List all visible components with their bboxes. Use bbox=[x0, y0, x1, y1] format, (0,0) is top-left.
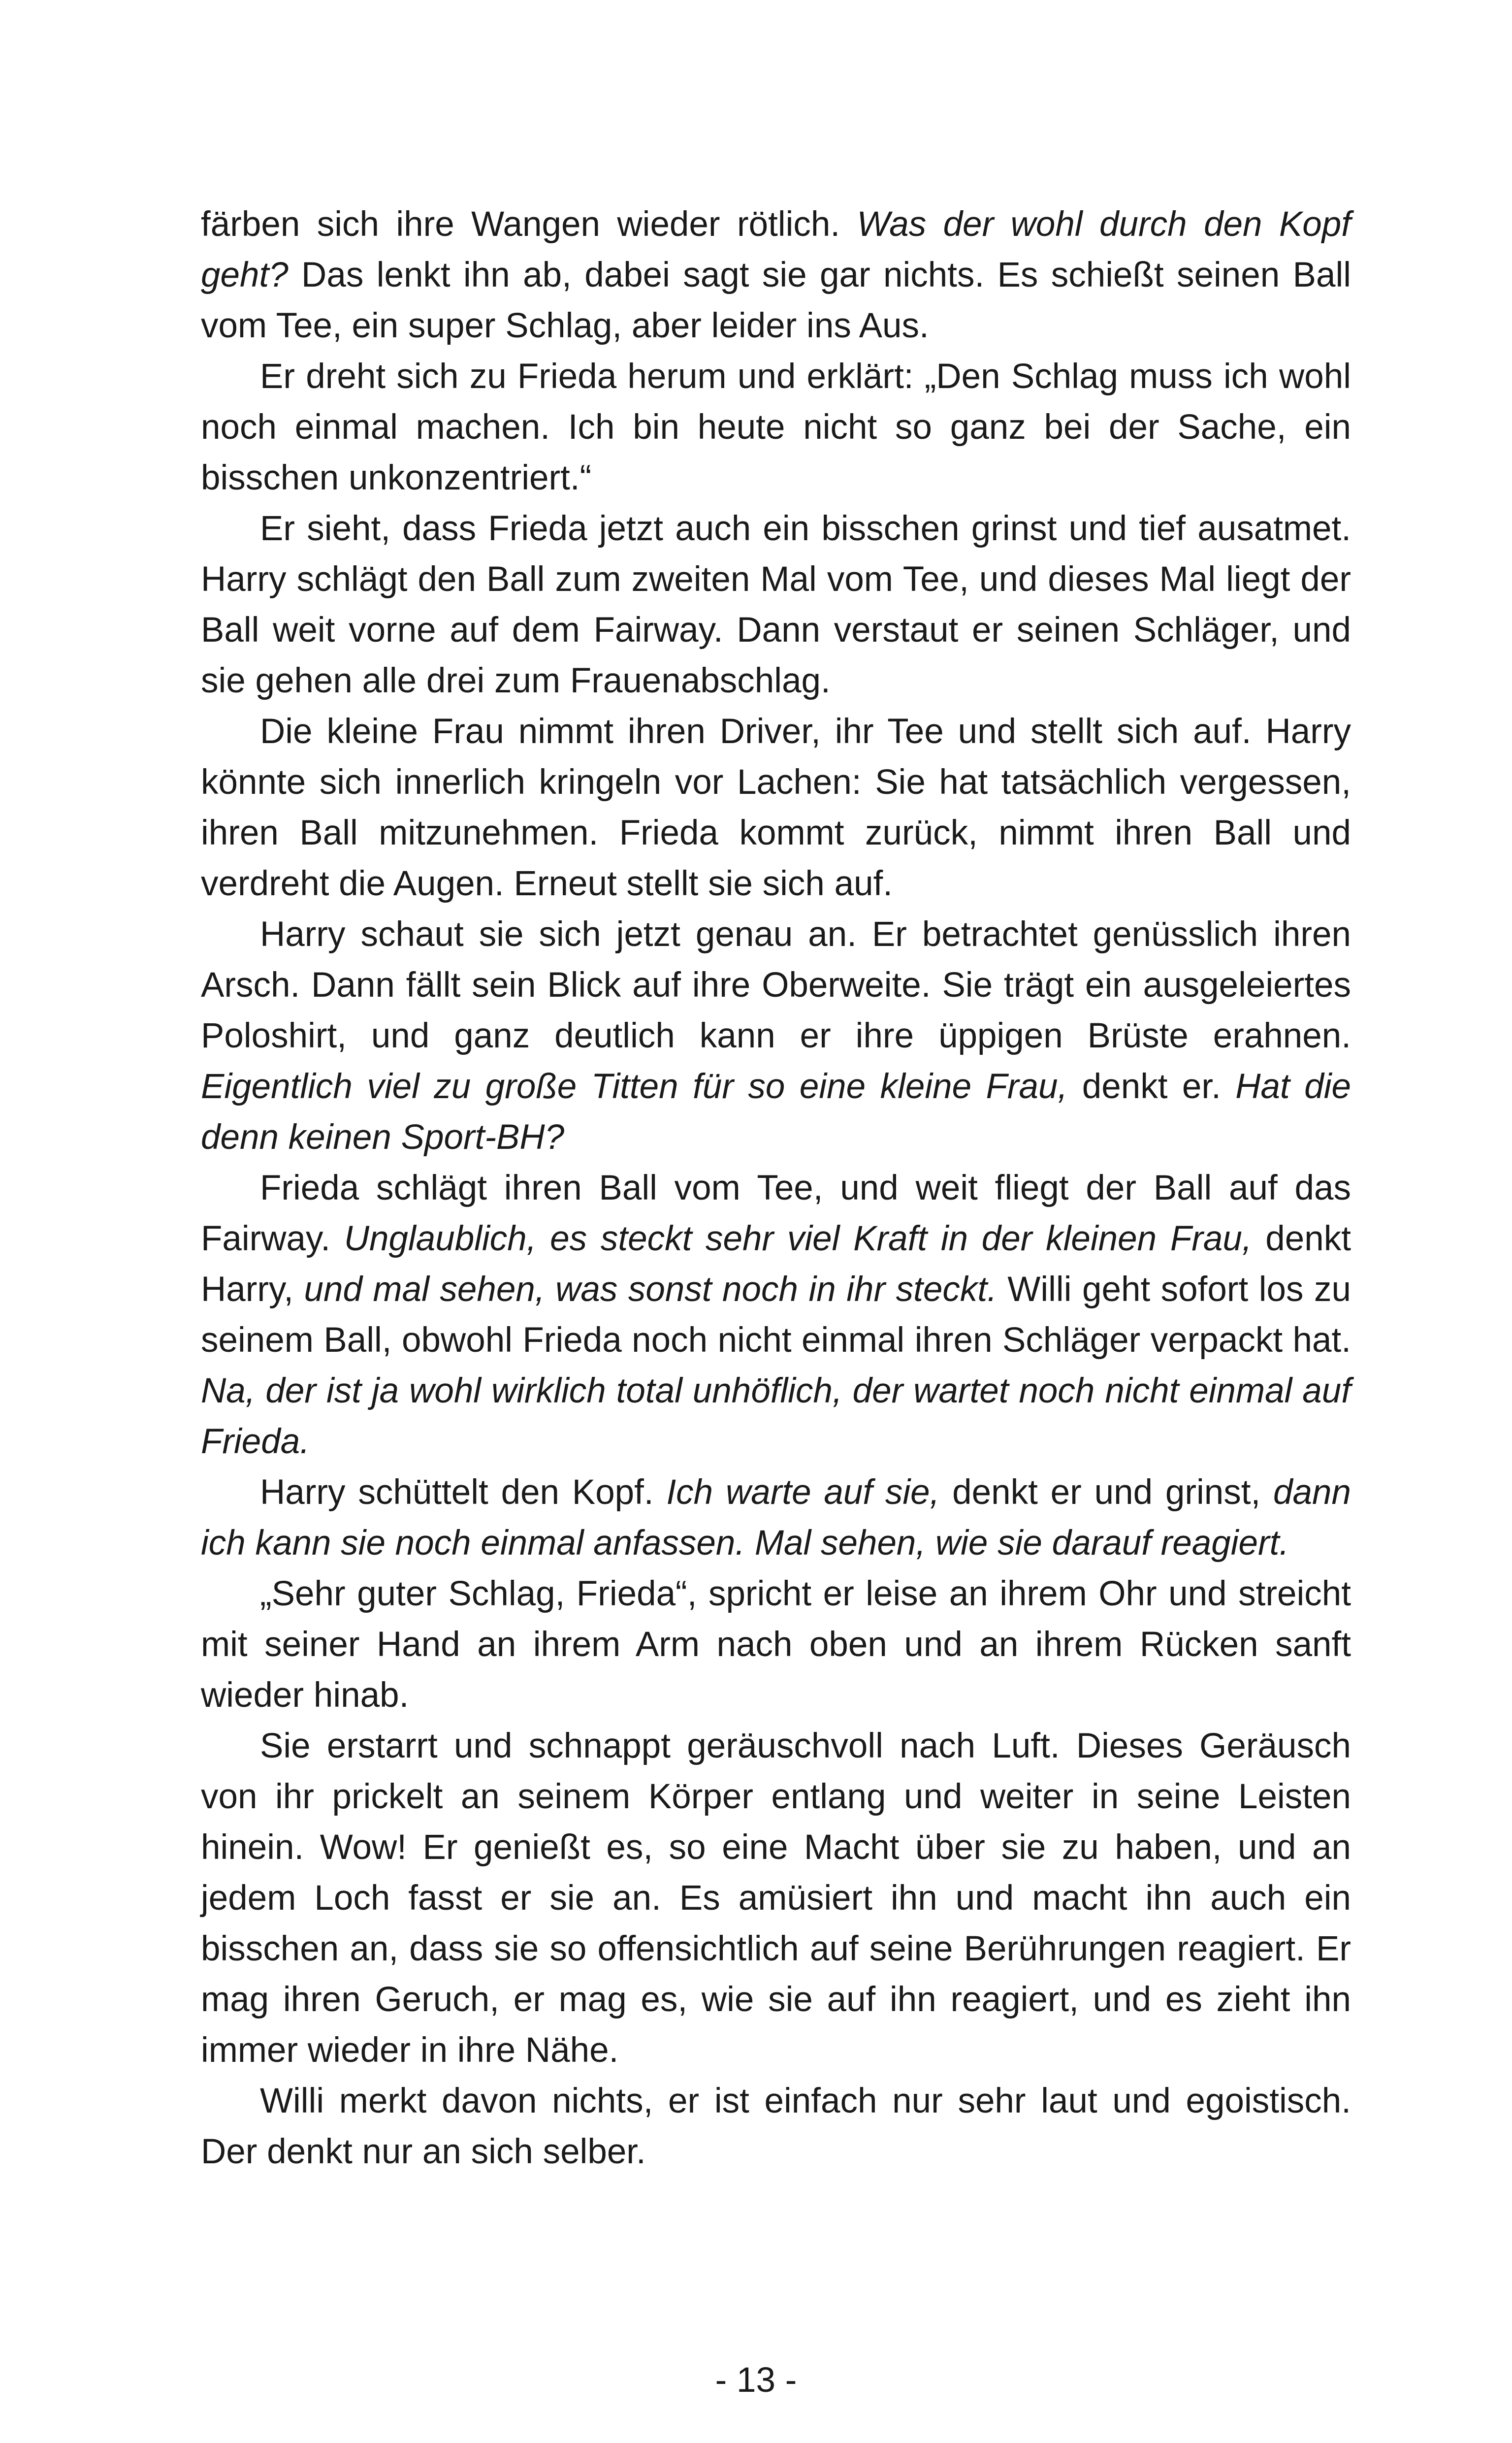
text-run: „Sehr guter Schlag, Frieda“, spricht er leise an ihrem Ohr und streicht mit seiner Hand an ihrem Arm nach oben und an ihrem Rücken sanft wieder hinab. bbox=[201, 1574, 1351, 1715]
italic-text-run: Eigentlich viel zu große Titten für so eine kleine Frau, bbox=[201, 1067, 1068, 1106]
paragraph bbox=[201, 2076, 1351, 2177]
italic-text-run: Na, der ist ja wohl wirklich total unhöflich, der wartet noch nicht einmal auf Frieda. bbox=[201, 1371, 1351, 1461]
italic-text-run: Hat die denn keinen Sport-BH? bbox=[201, 1067, 1351, 1157]
paragraph bbox=[201, 1163, 1351, 1467]
paragraph bbox=[201, 1568, 1351, 1721]
text-run: Er sieht, dass Frieda jetzt auch ein bisschen grinst und tief ausatmet. Harry schlägt den Ball zum zweiten Mal vom Tee, und dieses Mal liegt der Ball weit vorne auf dem Fairway. Dann verstaut er seinen Schläger, und sie gehen alle drei zum Frauenabschlag. bbox=[201, 509, 1351, 700]
text-run: Willi merkt davon nichts, er ist einfach nur sehr laut und egoistisch. Der denkt nur an sich selber. bbox=[201, 2082, 1351, 2171]
text-run: Harry schaut sie sich jetzt genau an. Er betrachtet genüsslich ihren Arsch. Dann fällt sein Blick auf ihre Oberweite. Sie trägt ein ausgeleiertes Poloshirt, und ganz deutlich kann er ihre üppigen Brüste erahnen. bbox=[201, 915, 1351, 1055]
italic-text-run: Ich warte auf sie, bbox=[666, 1473, 940, 1512]
text-run: denkt er und grinst, bbox=[939, 1473, 1274, 1512]
text-run: Das lenkt ihn ab, dabei sagt sie gar nichts. Es schießt seinen Ball vom Tee, ein super Schlag, aber leider ins Aus. bbox=[201, 256, 1351, 345]
text-run: Die kleine Frau nimmt ihren Driver, ihr Tee und stellt sich auf. Harry könnte sich innerlich kringeln vor Lachen: Sie hat tatsächlich vergessen, ihren Ball mitzunehmen. Frieda kommt zurück, nimmt ihren Ball und verdreht die Augen. Erneut stellt sie sich auf. bbox=[201, 712, 1351, 903]
paragraph bbox=[201, 1721, 1351, 2076]
text-run: Er dreht sich zu Frieda herum und erklärt: „Den Schlag muss ich wohl noch einmal machen. Ich bin heute nicht so ganz bei der Sache, ein bisschen unkonzentriert.“ bbox=[201, 357, 1351, 497]
text-run: Harry schüttelt den Kopf. bbox=[260, 1473, 667, 1512]
italic-text-run: Was der wohl durch den Kopf geht? bbox=[201, 205, 1351, 294]
text-run: denkt Harry, bbox=[201, 1219, 1351, 1309]
paragraph bbox=[201, 1467, 1351, 1568]
text-run: Sie erstarrt und schnappt geräuschvoll nach Luft. Dieses Geräusch von ihr prickelt an seinem Körper entlang und weiter in seine Leisten hinein. Wow! Er genießt es, so eine Macht über sie zu haben, und an jedem Loch fasst er sie an. Es amüsiert ihn und macht ihn auch ein bisschen an, dass sie so offensichtlich auf seine Berührungen reagiert. Er mag ihren Geruch, er mag es, wie sie auf ihn reagiert, und es zieht ihn immer wieder in ihre Nähe. bbox=[201, 1726, 1351, 2070]
body-text bbox=[201, 199, 1351, 2177]
paragraph bbox=[201, 909, 1351, 1163]
italic-text-run: Unglaublich, es steckt sehr viel Kraft in der kleinen Frau, bbox=[344, 1219, 1252, 1258]
text-run: Frieda schlägt ihren Ball vom Tee, und weit fliegt der Ball auf das Fairway. bbox=[201, 1169, 1351, 1258]
text-run: färben sich ihre Wangen wieder rötlich. bbox=[201, 205, 857, 244]
paragraph bbox=[201, 351, 1351, 503]
paragraph bbox=[201, 706, 1351, 909]
text-run: Willi geht sofort los zu seinem Ball, obwohl Frieda noch nicht einmal ihren Schläger verpackt hat. bbox=[201, 1270, 1351, 1360]
paragraph bbox=[201, 503, 1351, 706]
italic-text-run: und mal sehen, was sonst noch in ihr steckt. bbox=[304, 1270, 997, 1309]
page-number: - 13 - bbox=[715, 2361, 797, 2400]
text-run: denkt er. bbox=[1067, 1067, 1236, 1106]
italic-text-run: dann ich kann sie noch einmal anfassen. Mal sehen, wie sie darauf reagiert. bbox=[201, 1473, 1351, 1563]
paragraph bbox=[201, 199, 1351, 351]
